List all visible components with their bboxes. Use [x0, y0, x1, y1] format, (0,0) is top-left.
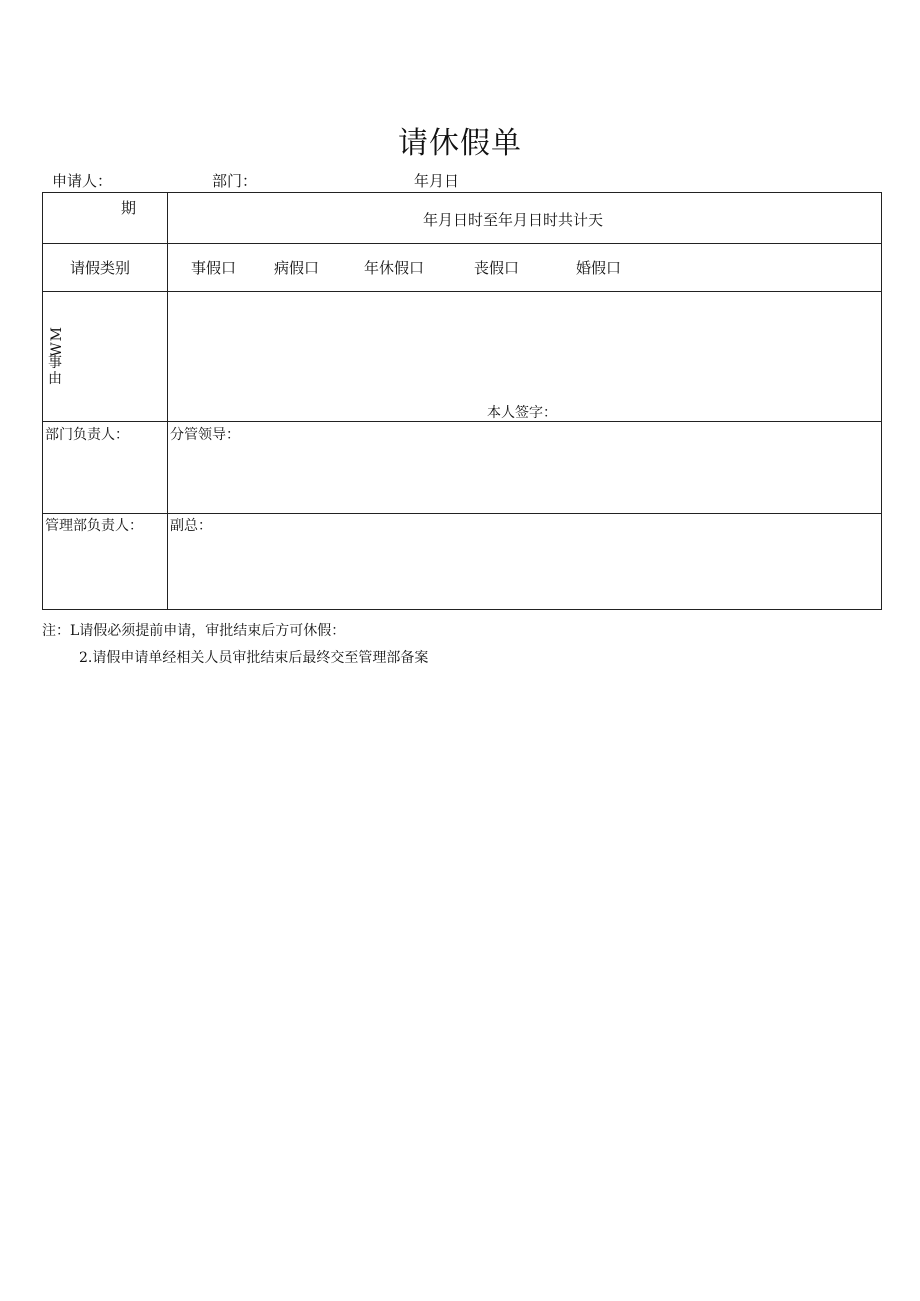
leave-type-label: 请假类别	[70, 259, 131, 277]
period-label: 期	[121, 199, 137, 217]
supervisor-label: 分管领导：	[170, 427, 240, 443]
signature-label: 本人签字：	[487, 405, 557, 421]
note-line-1: 注：L请假必须提前申请，审批结束后方可休假：	[42, 623, 346, 639]
leave-type-marriage[interactable]: 婚假口	[576, 259, 622, 277]
column-divider	[167, 193, 168, 609]
leave-form-table	[42, 192, 882, 610]
dept-head-label: 部门负责人：	[45, 427, 129, 443]
leave-type-annual[interactable]: 年休假口	[364, 259, 425, 277]
row-divider	[43, 421, 881, 422]
leave-type-bereavement[interactable]: 丧假口	[474, 259, 520, 277]
leave-type-sick[interactable]: 病假口	[274, 259, 320, 277]
reason-label-rotated: WM	[49, 326, 65, 357]
row-divider	[43, 291, 881, 292]
row-divider	[43, 513, 881, 514]
row-divider	[43, 243, 881, 244]
leave-type-personal[interactable]: 事假口	[191, 259, 237, 277]
applicant-label: 申请人：	[52, 172, 113, 190]
mgmt-head-label: 管理部负责人：	[45, 518, 143, 534]
deputy-label: 副总：	[170, 518, 212, 534]
department-label: 部门：	[212, 172, 258, 190]
note-line-2: 2.请假申请单经相关人员审批结束后最终交至管理部备案	[79, 650, 429, 666]
date-label: 年月日	[414, 172, 460, 190]
reason-label: 事由	[48, 355, 62, 387]
form-title: 请休假单	[398, 126, 522, 161]
period-text: 年月日时至年月日时共计天	[423, 211, 604, 229]
